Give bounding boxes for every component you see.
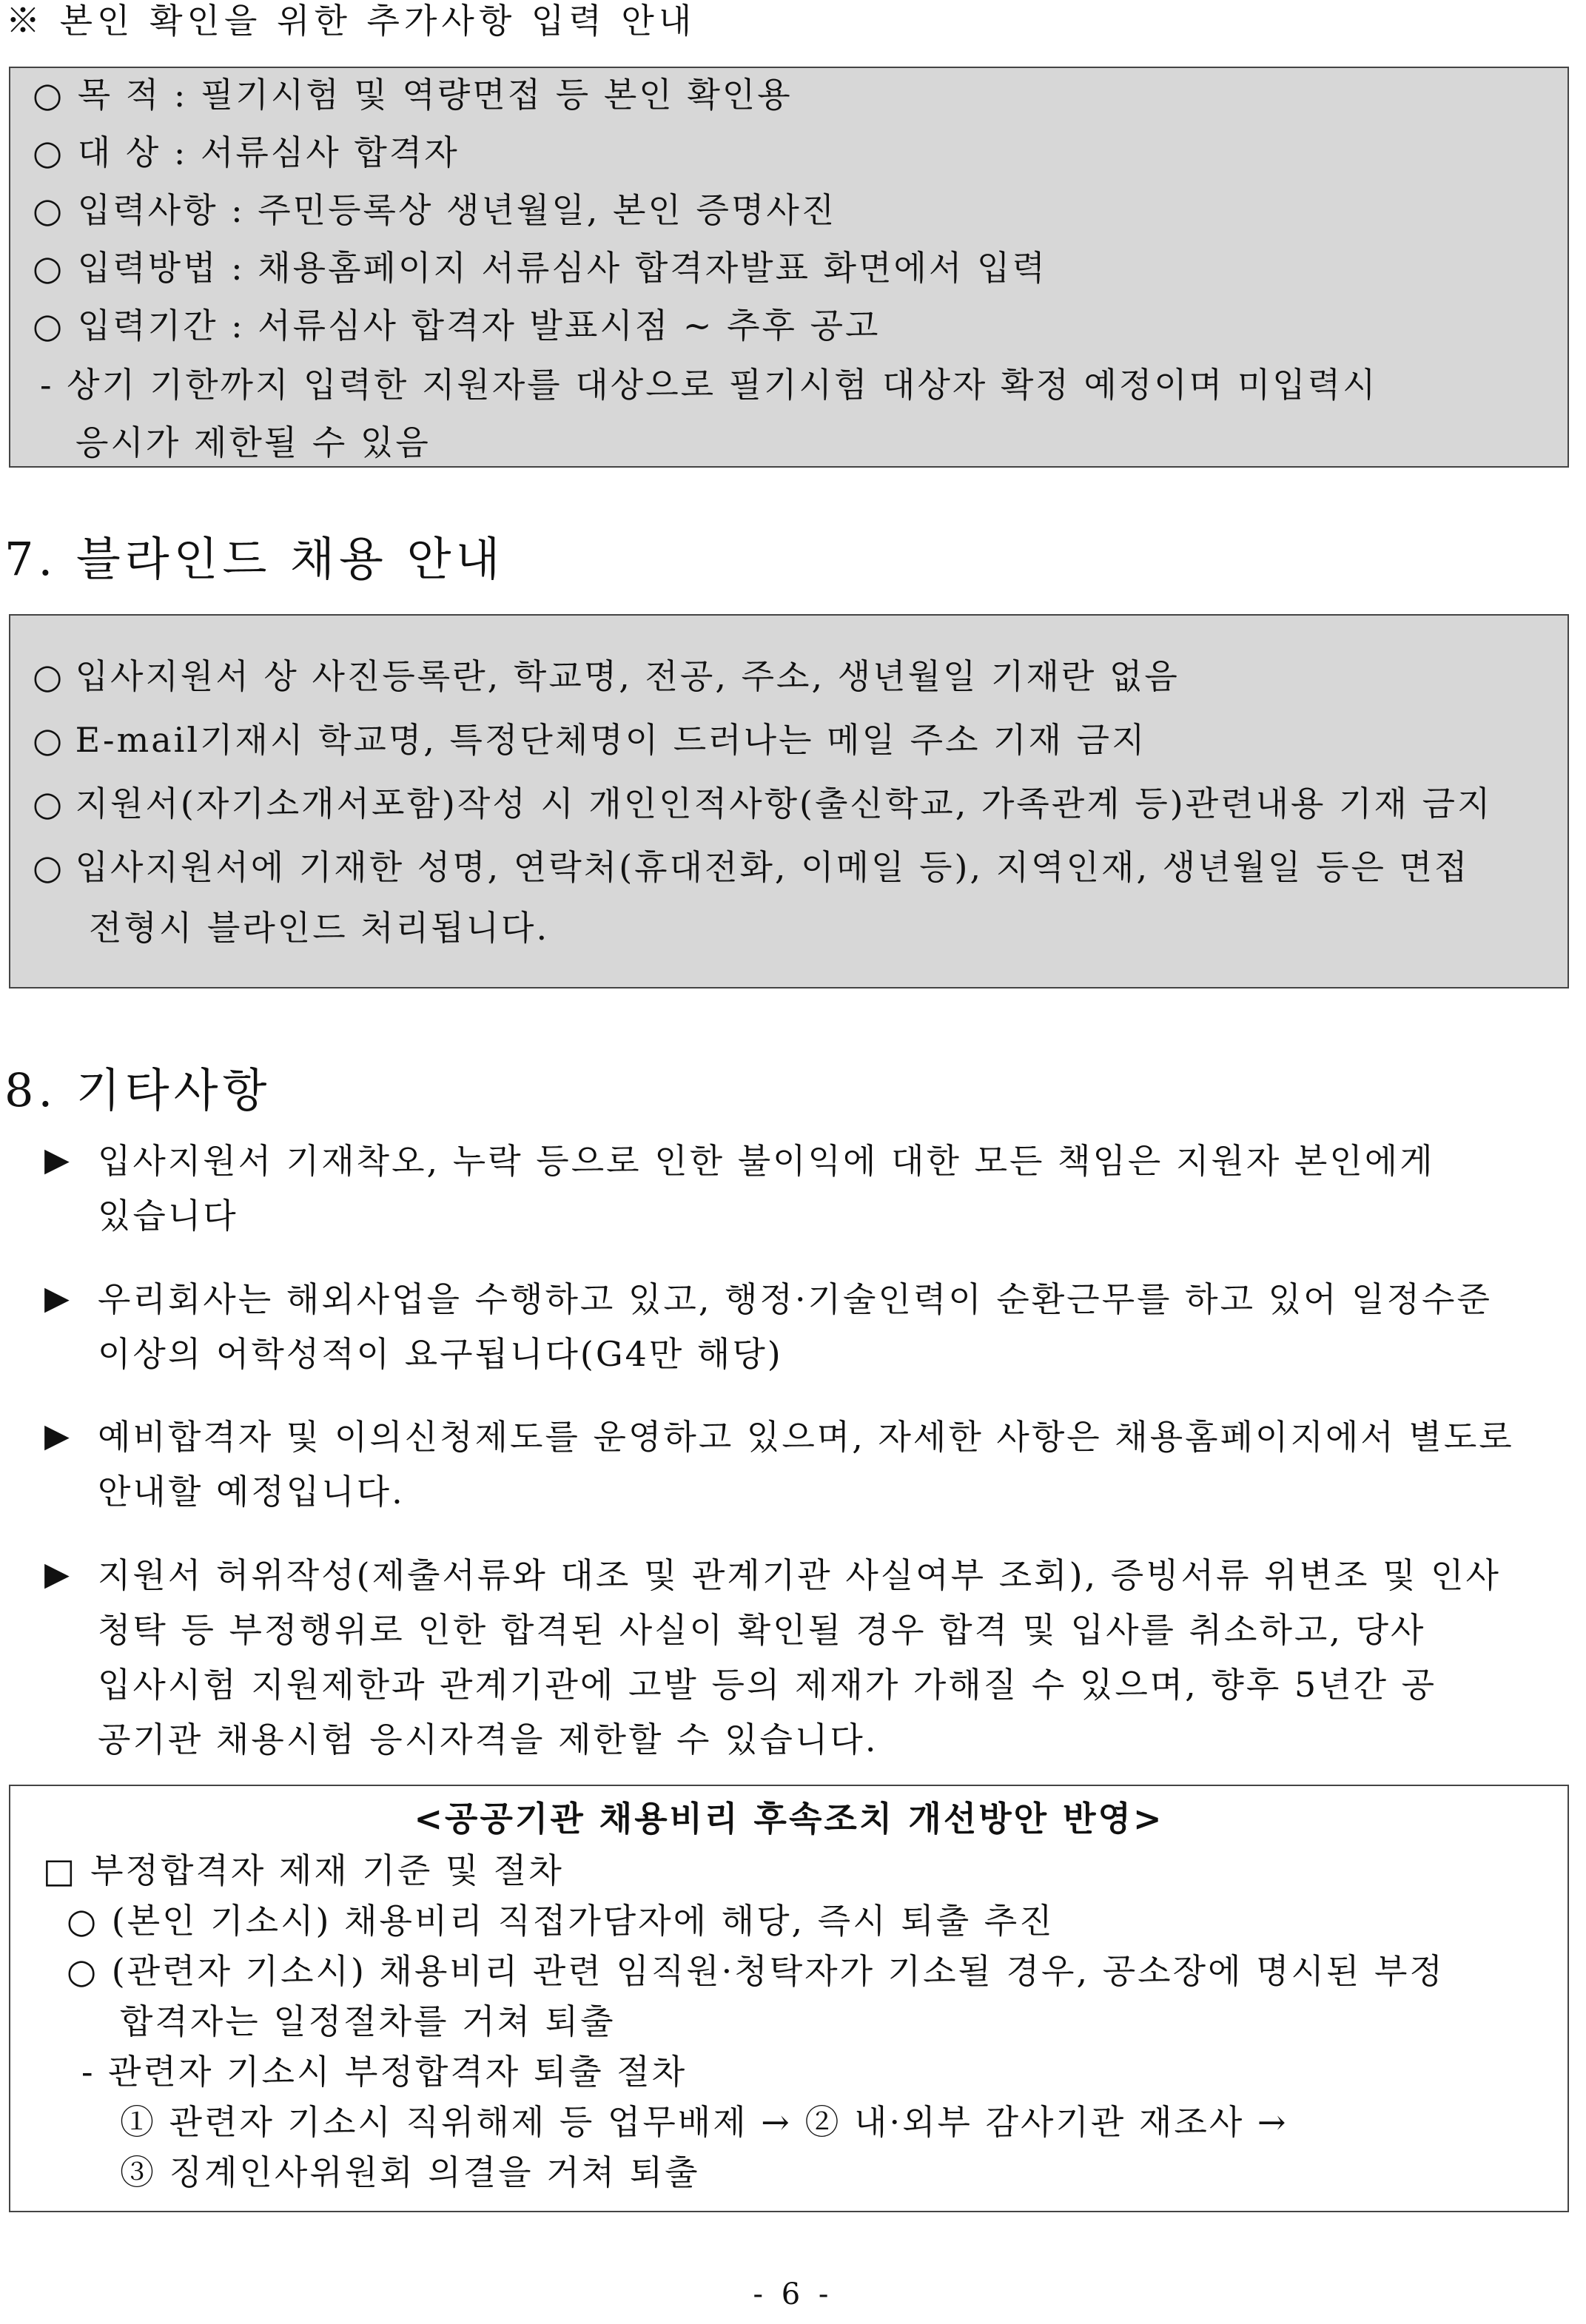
arrow-bullet-icon: ▶ [44,1279,70,1317]
arrow-bullet-icon: ▶ [44,1555,70,1593]
para-line: 이상의 어학성적이 요구됩니다(G4만 해당) [98,1334,783,1374]
measures-line: □ 부정합격자 제재 기준 및 절차 [43,1850,564,1890]
arrow-bullet-icon: ▶ [44,1141,70,1179]
bullet-icon: ○ [33,784,65,823]
notice-item: ○ 목 적 : 필기시험 및 역량면접 등 본인 확인용 [33,75,793,115]
measures-line: ③ 징계인사위원회 의결을 거쳐 퇴출 [120,2152,700,2192]
notice-box [9,67,1569,468]
measures-line: ① 관련자 기소시 직위해제 등 업무배제 → ② 내·외부 감사기관 재조사 → [120,2102,1288,2142]
section8-para [98,1409,1570,1519]
section7-item-text: 입사지원서에 기재한 성명, 연락처(휴대전화, 이메일 등), 지역인재, 생년월일 등은 면접 [75,847,1470,887]
para-line: 청탁 등 부정행위로 인한 합격된 사실이 확인될 경우 합격 및 입사를 취소하고, 당사 [98,1610,1426,1650]
section8-para [98,1134,1570,1243]
section8-title: 8. 기타사항 [4,1063,272,1117]
section7-item [33,846,1469,888]
notice-item: ○ 대 상 : 서류심사 합격자 [33,132,460,172]
notice-title: ※ 본인 확인을 위한 추가사항 입력 안내 [6,1,696,41]
section7-item-text: 지원서(자기소개서포함)작성 시 개인인적사항(출신학교, 가족관계 등)관련내용 기재 금지 [75,784,1493,823]
bullet-icon: ○ [33,656,65,696]
notice-note-line: 응시가 제한될 수 있음 [75,422,431,462]
notice-item: ○ 입력기간 : 서류심사 합격자 발표시점 ~ 추후 공고 [33,306,881,346]
measures-line: ○ (관련자 기소시) 채용비리 관련 임직원·청탁자가 기소될 경우, 공소장에 명시된 부정 [67,1951,1445,1991]
section7-item [33,656,1180,697]
section7-item [33,719,1147,761]
para-line: 입사지원서 기재착오, 누락 등으로 인한 불이익에 대한 모든 책임은 지원자 본인에게 [98,1141,1435,1181]
para-line: 있습니다 [98,1196,238,1236]
notice-note-line: - 상기 기한까지 입력한 지원자를 대상으로 필기시험 대상자 확정 예정이며 미입력시 [40,365,1378,405]
section7-title: 7. 블라인드 채용 안내 [4,532,505,586]
section7-item-text: 입사지원서 상 사진등록란, 학교명, 전공, 주소, 생년월일 기재란 없음 [75,656,1180,696]
page-number: - 6 - [753,2277,833,2311]
measures-line: - 관련자 기소시 부정합격자 퇴출 절차 [81,2052,688,2092]
para-line: 입사시험 지원제한과 관계기관에 고발 등의 제재가 가해질 수 있으며, 향후 5년간 공 [98,1665,1437,1705]
para-line: 우리회사는 해외사업을 수행하고 있고, 행정·기술인력이 순환근무를 하고 있어 일정수준 [98,1279,1492,1319]
measures-title: <공공기관 채용비리 후속조치 개선방안 반영> [414,1799,1164,1839]
section7-box [9,614,1569,988]
bullet-icon: ○ [33,720,65,760]
notice-item: ○ 입력방법 : 채용홈페이지 서류심사 합격자발표 화면에서 입력 [33,248,1047,288]
arrow-bullet-icon: ▶ [44,1417,70,1455]
section7-item [33,783,1492,824]
section8-para [98,1548,1570,1767]
section7-item-cont: 전형시 블라인드 처리됩니다. [89,908,550,948]
bullet-icon: ○ [33,847,65,887]
notice-item: ○ 입력사항 : 주민등록상 생년월일, 본인 증명사진 [33,190,837,230]
para-line: 지원서 허위작성(제출서류와 대조 및 관계기관 사실여부 조회), 증빙서류 위변조 및 인사 [98,1555,1501,1595]
para-line: 공기관 채용시험 응시자격을 제한할 수 있습니다. [98,1720,878,1759]
section7-item-text: E-mail기재시 학교명, 특정단체명이 드러나는 메일 주소 기재 금지 [75,720,1147,760]
measures-box [9,1785,1569,2212]
measures-line: ○ (본인 기소시) 채용비리 직접가담자에 해당, 즉시 퇴출 추진 [67,1901,1055,1941]
section8-para [98,1272,1570,1381]
para-line: 안내할 예정입니다. [98,1472,405,1512]
para-line: 예비합격자 및 이의신청제도를 운영하고 있으며, 자세한 사항은 채용홈페이지에서 별도로 [98,1417,1514,1457]
measures-line: 합격자는 일정절차를 거쳐 퇴출 [120,2001,616,2041]
